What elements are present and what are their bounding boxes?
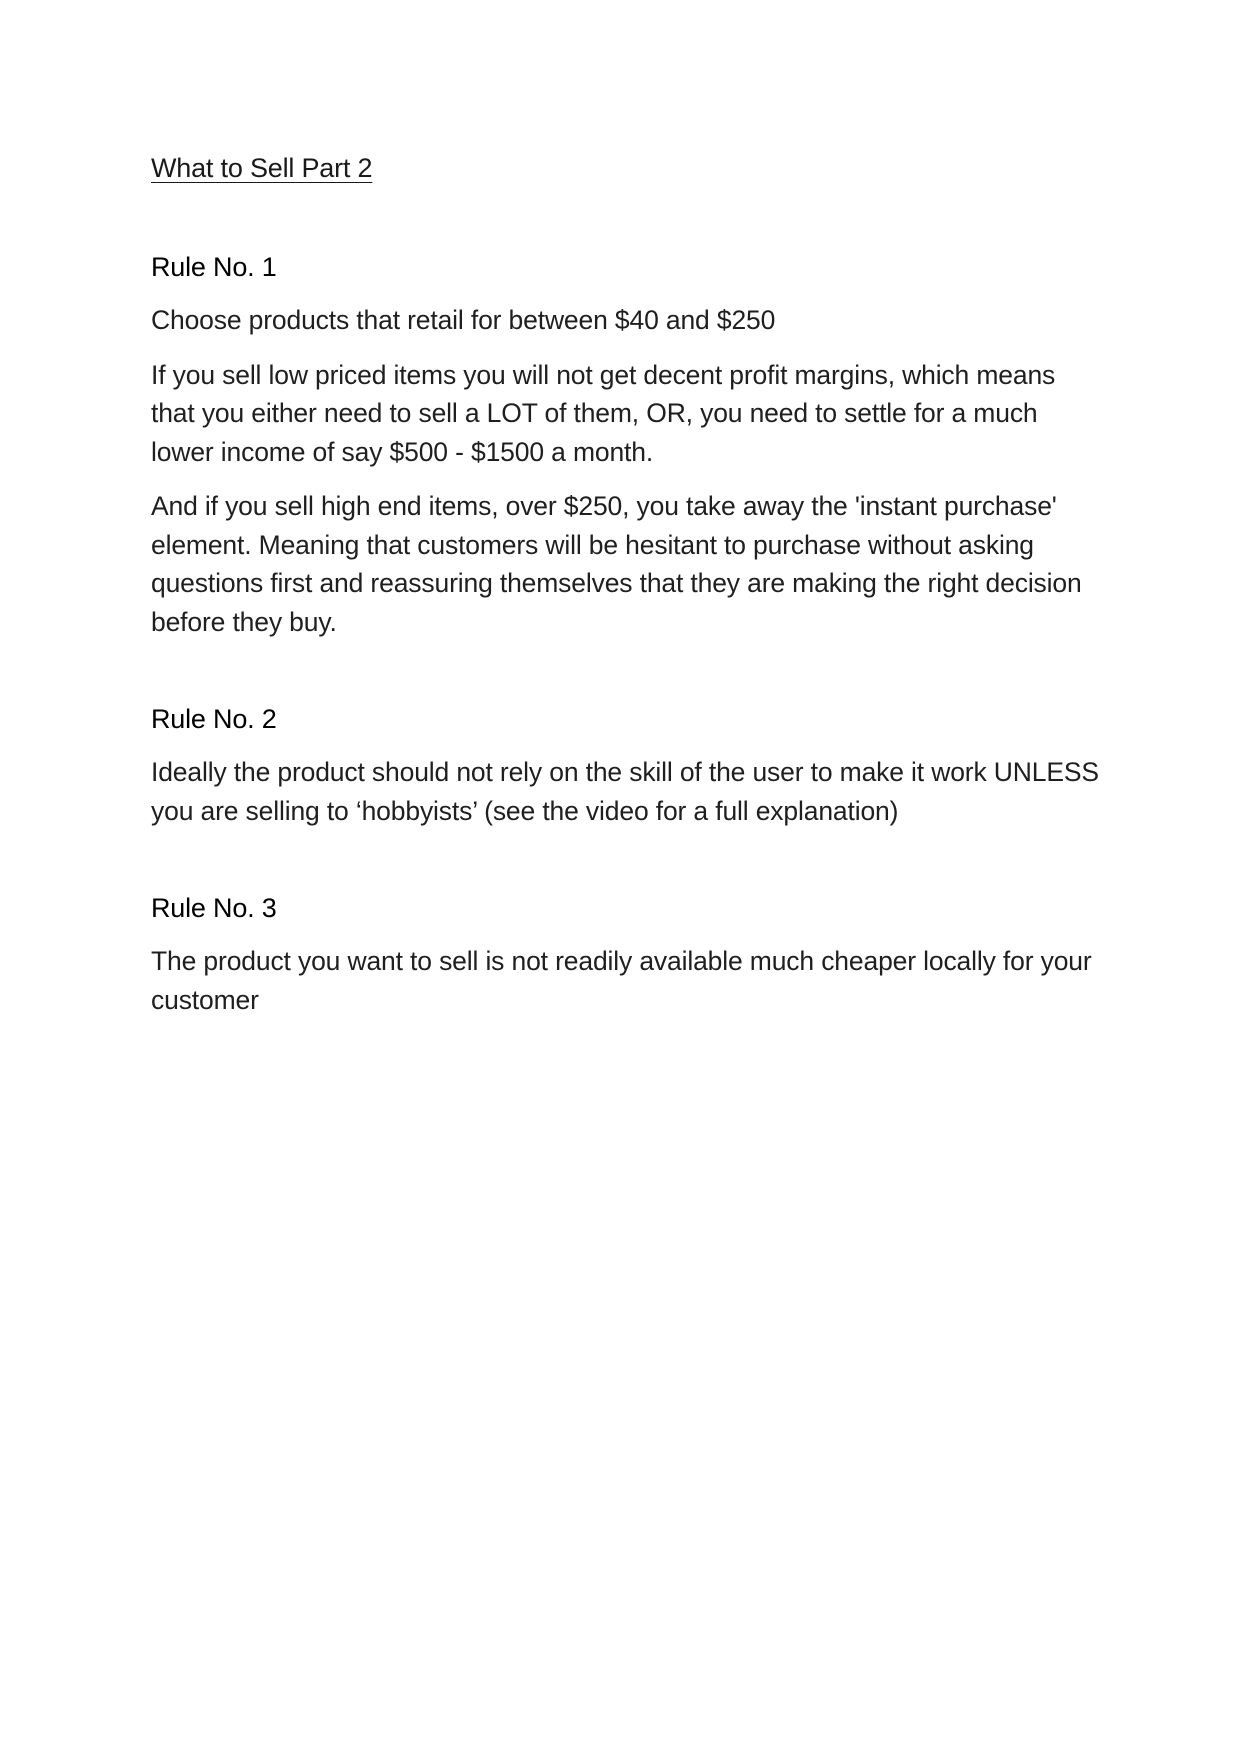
rule-section-3 [151,888,1101,1019]
rule-paragraph: If you sell low priced items you will not get decent profit margins, which means that you either need to sell a LOT of them, OR, you need to settle for a much lower income of say $500 - $1500 a month. [151,359,1056,467]
rule-section-1 [151,247,1101,641]
document-body [151,148,1101,1019]
rule-paragraph: Choose products that retail for between $40 and $250 [151,305,776,335]
rule-heading: Rule No. 1 [151,252,277,282]
rule-heading: Rule No. 2 [151,704,277,734]
document-title: What to Sell Part 2 [151,153,373,183]
rule-paragraph: And if you sell high end items, over $250, you take away the 'instant purchase' element. Meaning that customers will be hesitant to purchase without asking questions first and reassuring themselves that they are making the right decision before they buy. [151,491,1082,637]
rule-paragraph: Ideally the product should not rely on the skill of the user to make it work UNLESS you are selling to ‘hobbyists’ (see the video for a full explanation) [151,757,1099,826]
rule-section-2 [151,699,1101,830]
rule-paragraph: The product you want to sell is not readily available much cheaper locally for your customer [151,946,1092,1015]
rule-heading: Rule No. 3 [151,893,277,923]
